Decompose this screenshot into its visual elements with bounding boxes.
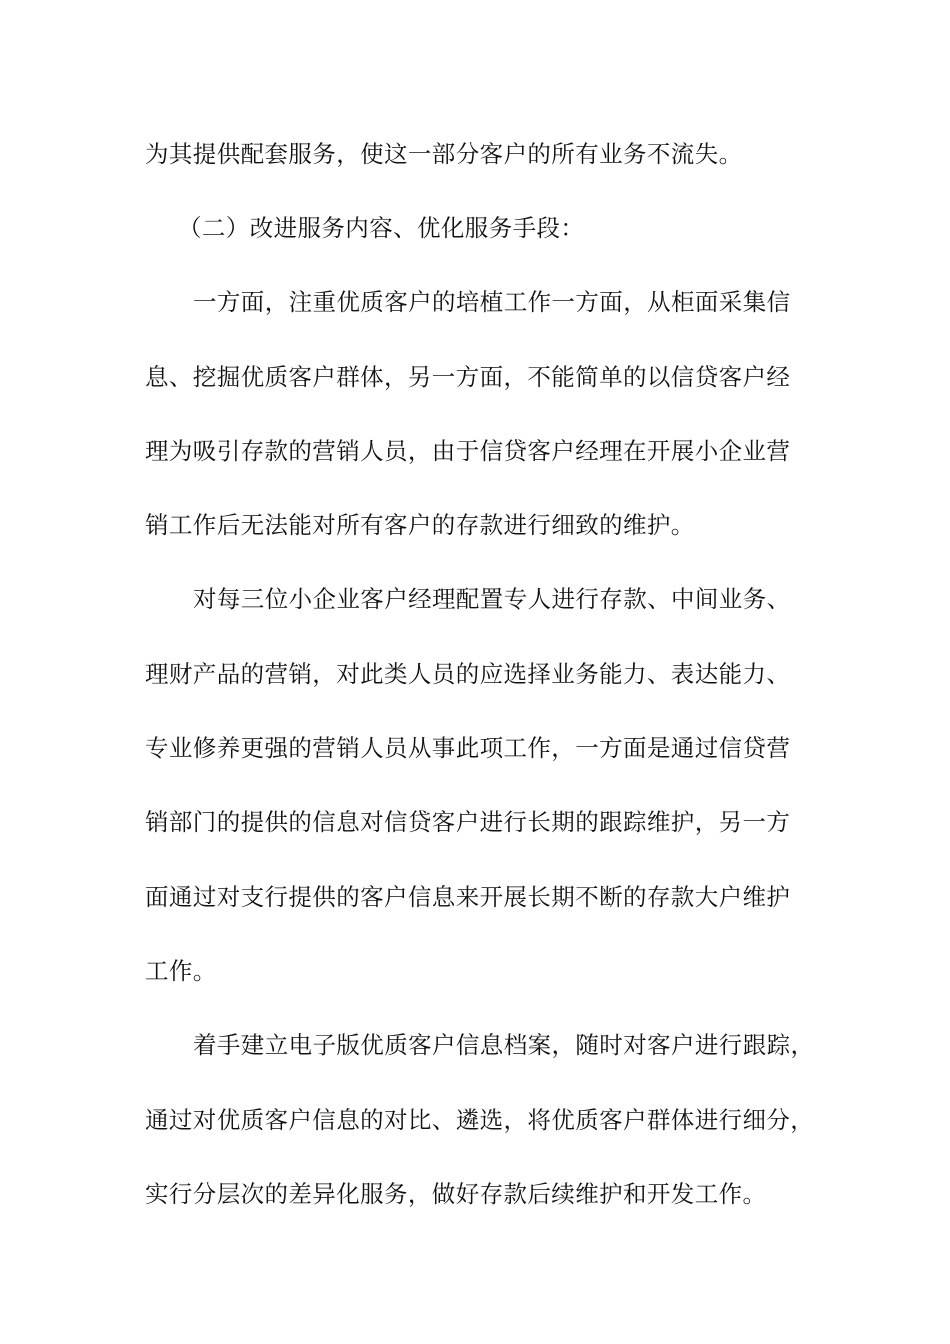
text-line: 销部门的提供的信息对信贷客户进行长期的跟踪维护，另一方 xyxy=(145,808,791,836)
text-line: 理为吸引存款的营销人员，由于信贷客户经理在开展小企业营 xyxy=(145,437,791,465)
text-line: 面通过对支行提供的客户信息来开展长期不断的存款大户维护 xyxy=(145,883,791,911)
text-line: 工作。 xyxy=(145,957,217,985)
text-line: 销工作后无法能对所有客户的存款进行细致的维护。 xyxy=(145,511,695,539)
text-line: 着手建立电子版优质客户信息档案，随时对客户进行跟踪， xyxy=(193,1031,815,1059)
text-line: 对每三位小企业客户经理配置专人进行存款、中间业务、 xyxy=(193,585,791,613)
text-line: 为其提供配套服务，使这一部分客户的所有业务不流失。 xyxy=(145,140,743,168)
text-line: 通过对优质客户信息的对比、遴选，将优质客户群体进行细分， xyxy=(145,1106,815,1134)
text-line: 专业修养更强的营销人员从事此项工作，一方面是通过信贷营 xyxy=(145,734,791,762)
text-line: 实行分层次的差异化服务，做好存款后续维护和开发工作。 xyxy=(145,1180,767,1208)
section-heading: （二）改进服务内容、优化服务手段： xyxy=(178,214,585,242)
text-line: 理财产品的营销，对此类人员的应选择业务能力、表达能力、 xyxy=(145,660,791,688)
text-line: 一方面，注重优质客户的培植工作一方面，从柜面采集信 xyxy=(193,288,791,316)
text-line: 息、挖掘优质客户群体，另一方面，不能简单的以信贷客户经 xyxy=(145,363,791,391)
